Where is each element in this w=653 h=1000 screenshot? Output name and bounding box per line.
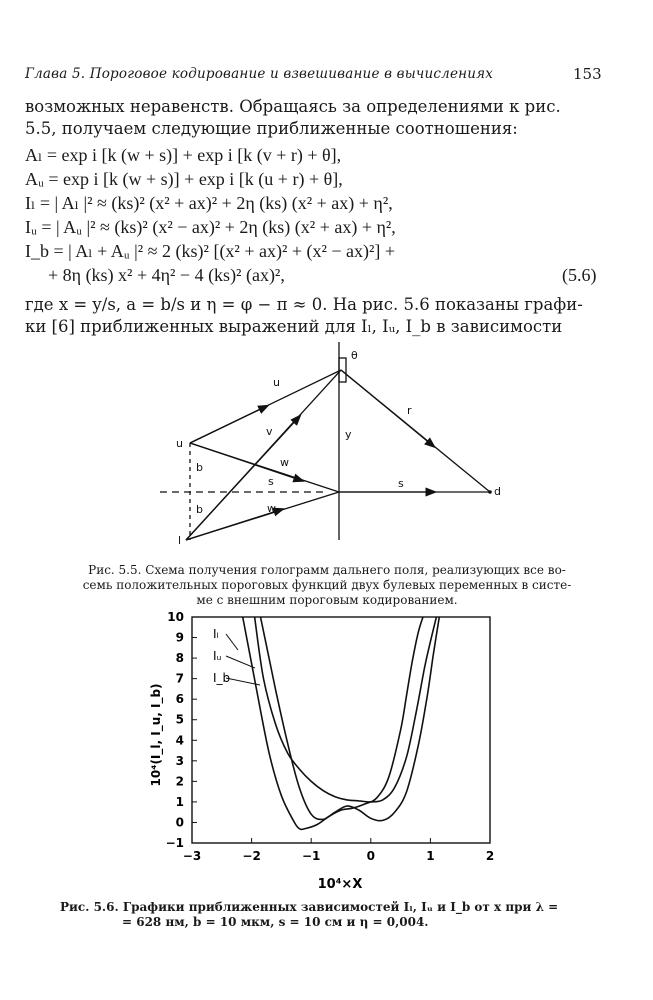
- series-line-i_u: [261, 617, 440, 821]
- point-d: [488, 490, 492, 494]
- label-u-point: u: [176, 437, 183, 450]
- legend-label: I_b: [213, 671, 231, 685]
- text-line: 5.5, получаем следующие приближенные соотношения:: [25, 119, 518, 138]
- label-v: v: [266, 425, 273, 438]
- equation-A-l: Aₗ = exp i [k (w + s)] + exp i [k (v + r) + θ],: [25, 145, 342, 165]
- caption-line: Рис. 5.6. Графики приближенных зависимостей Iₗ, Iᵤ и I_b от x при λ =: [60, 900, 559, 914]
- equation-I-u: Iᵤ = | Aᵤ |² ≈ (ks)² (x² − ax)² + 2η (ks) (x² + ax) + η²,: [25, 217, 396, 237]
- x-axis-label: 10⁴×X: [317, 877, 363, 892]
- legend-leader: [226, 634, 238, 650]
- label-u-arrow: u: [273, 376, 280, 389]
- label-d-point: d: [494, 485, 501, 498]
- y-tick-label: 2: [175, 774, 184, 789]
- legend-label: Iᵤ: [213, 649, 222, 663]
- page-number: 153: [573, 65, 602, 83]
- text-line: где x = y/s, a = b/s и η = φ − π ≈ 0. На рис. 5.6 показаны графи-: [25, 295, 583, 314]
- equation-A-u: Aᵤ = exp i [k (w + s)] + exp i [k (u + r) + θ],: [25, 169, 343, 189]
- label-l-point: l: [178, 534, 182, 547]
- u-arrow: [190, 407, 265, 443]
- label-b-top: b: [196, 461, 203, 474]
- y-tick-label: 3: [175, 753, 184, 768]
- equation-I-b: I_b = | Aₗ + Aᵤ |² ≈ 2 (ks)² [(x² + ax)² + (x² − ax)²] +: [25, 241, 396, 261]
- label-b-bottom: b: [196, 503, 203, 516]
- y-tick-label: 9: [175, 630, 184, 645]
- caption-line: ме с внешним пороговым кодированием.: [196, 593, 458, 607]
- y-tick-label: 0: [175, 815, 184, 830]
- y-tick-label: 8: [175, 651, 184, 666]
- label-r: r: [407, 404, 412, 417]
- y-tick-label: 4: [175, 733, 184, 748]
- series-line-i_b: [255, 617, 437, 802]
- label-w-bottom: w: [267, 502, 276, 515]
- y-tick-label: −1: [165, 836, 184, 850]
- figure-5-6-chart: [0, 605, 653, 895]
- x-tick-label: −2: [242, 849, 261, 863]
- y-tick-label: 7: [175, 671, 184, 686]
- text-line: возможных неравенств. Обращаясь за определениями к рис.: [25, 97, 561, 116]
- equation-I-b-cont: + 8η (ks) x² + 4η² − 4 (ks)² (ax)²,: [48, 265, 285, 285]
- running-head: Глава 5. Пороговое кодирование и взвешивание в вычислениях: [25, 66, 494, 82]
- equation-I-l: Iₗ = | Aₗ |² ≈ (ks)² (x² + ax)² + 2η (ks) (x² + ax) + η²,: [25, 193, 393, 213]
- text-line: ки [6] приближенных выражений для Iₗ, Iᵤ, I_b в зависимости: [25, 317, 563, 336]
- y-axis-label: 10⁴(I_l, I_u, I_b): [149, 683, 163, 787]
- label-s-lower: s: [268, 475, 274, 488]
- x-tick-label: −1: [301, 849, 321, 863]
- caption-line: Рис. 5.5. Схема получения голограмм дальнего поля, реализующих все во-: [88, 563, 566, 577]
- figure-5-5-caption: [47, 563, 607, 608]
- y-tick-label: 5: [175, 712, 184, 727]
- x-tick-label: 1: [426, 849, 435, 863]
- label-y: y: [345, 428, 352, 441]
- r-arrow: [341, 370, 432, 445]
- x-tick-label: 2: [485, 849, 495, 863]
- legend-label: Iₗ: [213, 627, 219, 641]
- label-theta: θ: [351, 349, 358, 362]
- x-tick-label: 0: [366, 849, 375, 863]
- ray-lines: [186, 370, 490, 540]
- caption-line: = 628 нм, b = 10 мкм, s = 10 см и η = 0,004.: [122, 915, 429, 929]
- equation-number: (5.6): [562, 265, 597, 285]
- x-tick-label: −3: [182, 849, 202, 863]
- label-s-right: s: [398, 477, 404, 490]
- caption-line: семь положительных пороговых функций двух булевых переменных в систе-: [82, 578, 572, 592]
- y-tick-label: 1: [175, 794, 184, 809]
- label-w-top: w: [280, 456, 289, 469]
- figure-5-6-caption: [60, 900, 580, 930]
- y-tick-label: 6: [175, 692, 184, 707]
- y-tick-label: 10: [167, 610, 184, 624]
- figure-5-5-diagram: [0, 340, 653, 555]
